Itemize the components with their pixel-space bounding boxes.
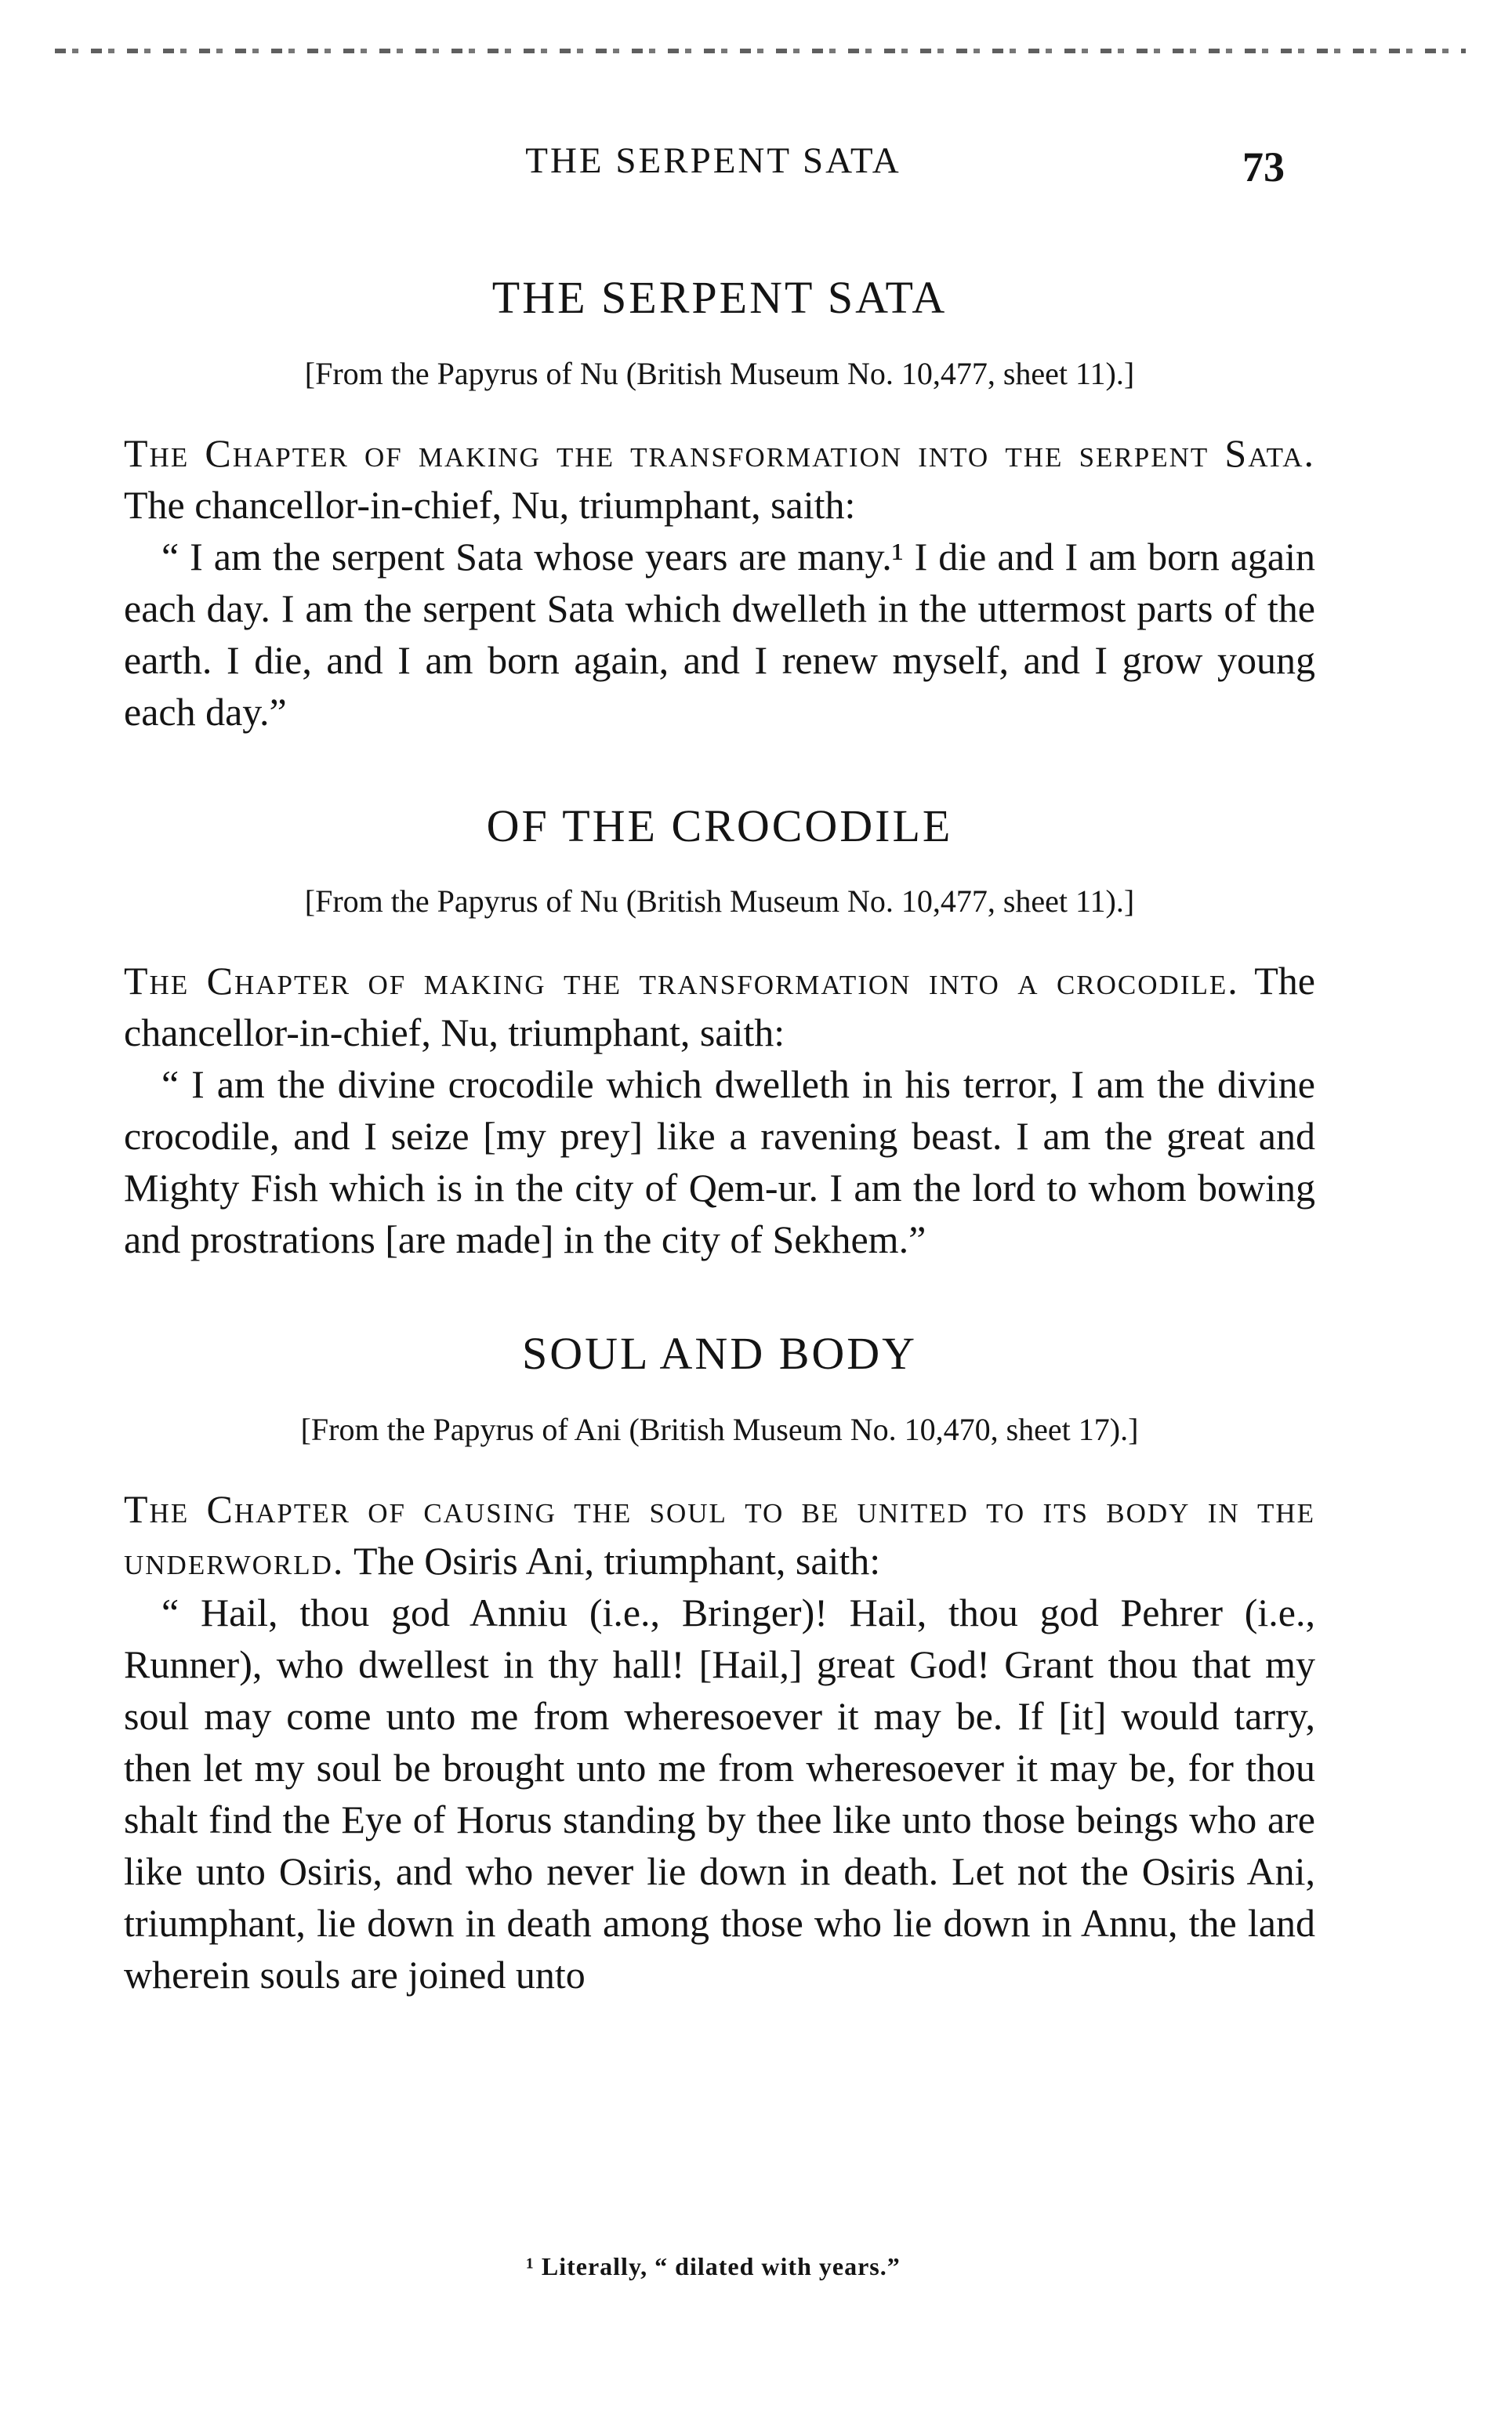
chapter-title: The Chapter of making the transformation into the serpent Sata. [124, 430, 1315, 475]
source-note: [From the Papyrus of Ani (British Museum No. 10,470, sheet 17).] [300, 1411, 1139, 1447]
running-title: THE SERPENT SATA [525, 140, 901, 181]
source-note: [From the Papyrus of Nu (British Museum No. 10,477, sheet 11).] [304, 355, 1135, 391]
section-serpent-sata [124, 270, 1315, 738]
section-heading: OF THE CROCODILE [486, 800, 953, 851]
chapter-speaker: The chancellor-in-chief, Nu, triumphant, saith: [124, 482, 856, 527]
chapter-speaker: The Osiris Ani, triumphant, saith: [344, 1538, 881, 1583]
text-column [124, 270, 1315, 2001]
section-heading: THE SERPENT SATA [491, 272, 948, 323]
source-note: [From the Papyrus of Nu (British Museum No. 10,477, sheet 11).] [304, 883, 1135, 920]
chapter-speaker: The chancellor-in-chief, Nu, triumphant, saith: [124, 959, 1315, 1055]
section-soul-and-body [124, 1326, 1315, 2001]
section-crocodile [124, 799, 1315, 1266]
chapter-title: The Chapter of making the transformation into a crocodile. [124, 959, 1239, 1003]
footnote: ¹ Literally, “ dilated with years.” [526, 2252, 901, 2280]
page-number: 73 [1242, 143, 1285, 190]
top-edge-rule [55, 49, 1466, 53]
speech-paragraph: “ I am the divine crocodile which dwelleth in his terror, I am the divine crocodile, and I seize [my prey] like a ravening beast. I am the great and Mighty Fish which is in the city of Qem-ur. I am the lord to whom bowing and prostrations [are made] in the city of Sekhem.” [124, 1062, 1315, 1262]
chapter-title-paragraph [124, 427, 1315, 531]
chapter-title-paragraph [124, 955, 1315, 1058]
chapter-title: The Chapter of causing the soul to be united to its body in the underworld. [124, 1486, 1315, 1583]
chapter-title-paragraph [124, 1483, 1315, 1587]
section-heading: SOUL AND BODY [521, 1328, 918, 1380]
running-head [0, 140, 1512, 202]
speech-paragraph: “ I am the serpent Sata whose years are many.¹ I die and I am born again each day. I am the serpent Sata which dwelleth in the uttermost parts of the earth. I die, and I am born again, and I renew myself, and I grow young each day.” [124, 534, 1315, 734]
speech-paragraph: “ Hail, thou god Anniu (i.e., Bringer)! Hail, thou god Pehrer (i.e., Runner), who dwellest in thy hall! [Hail,] great God! Grant thou that my soul may come unto me from wheresoever it may be. If [it] would tarry, then let my soul be brought unto me from wheresoever it may be, for thou shalt find the Eye of Horus standing by thee like unto those beings who are like unto Osiris, and who never lie down in death. Let not the Osiris Ani, triumphant, lie down in death among those who lie down in Annu, the land wherein souls are joined unto [124, 1590, 1315, 1997]
